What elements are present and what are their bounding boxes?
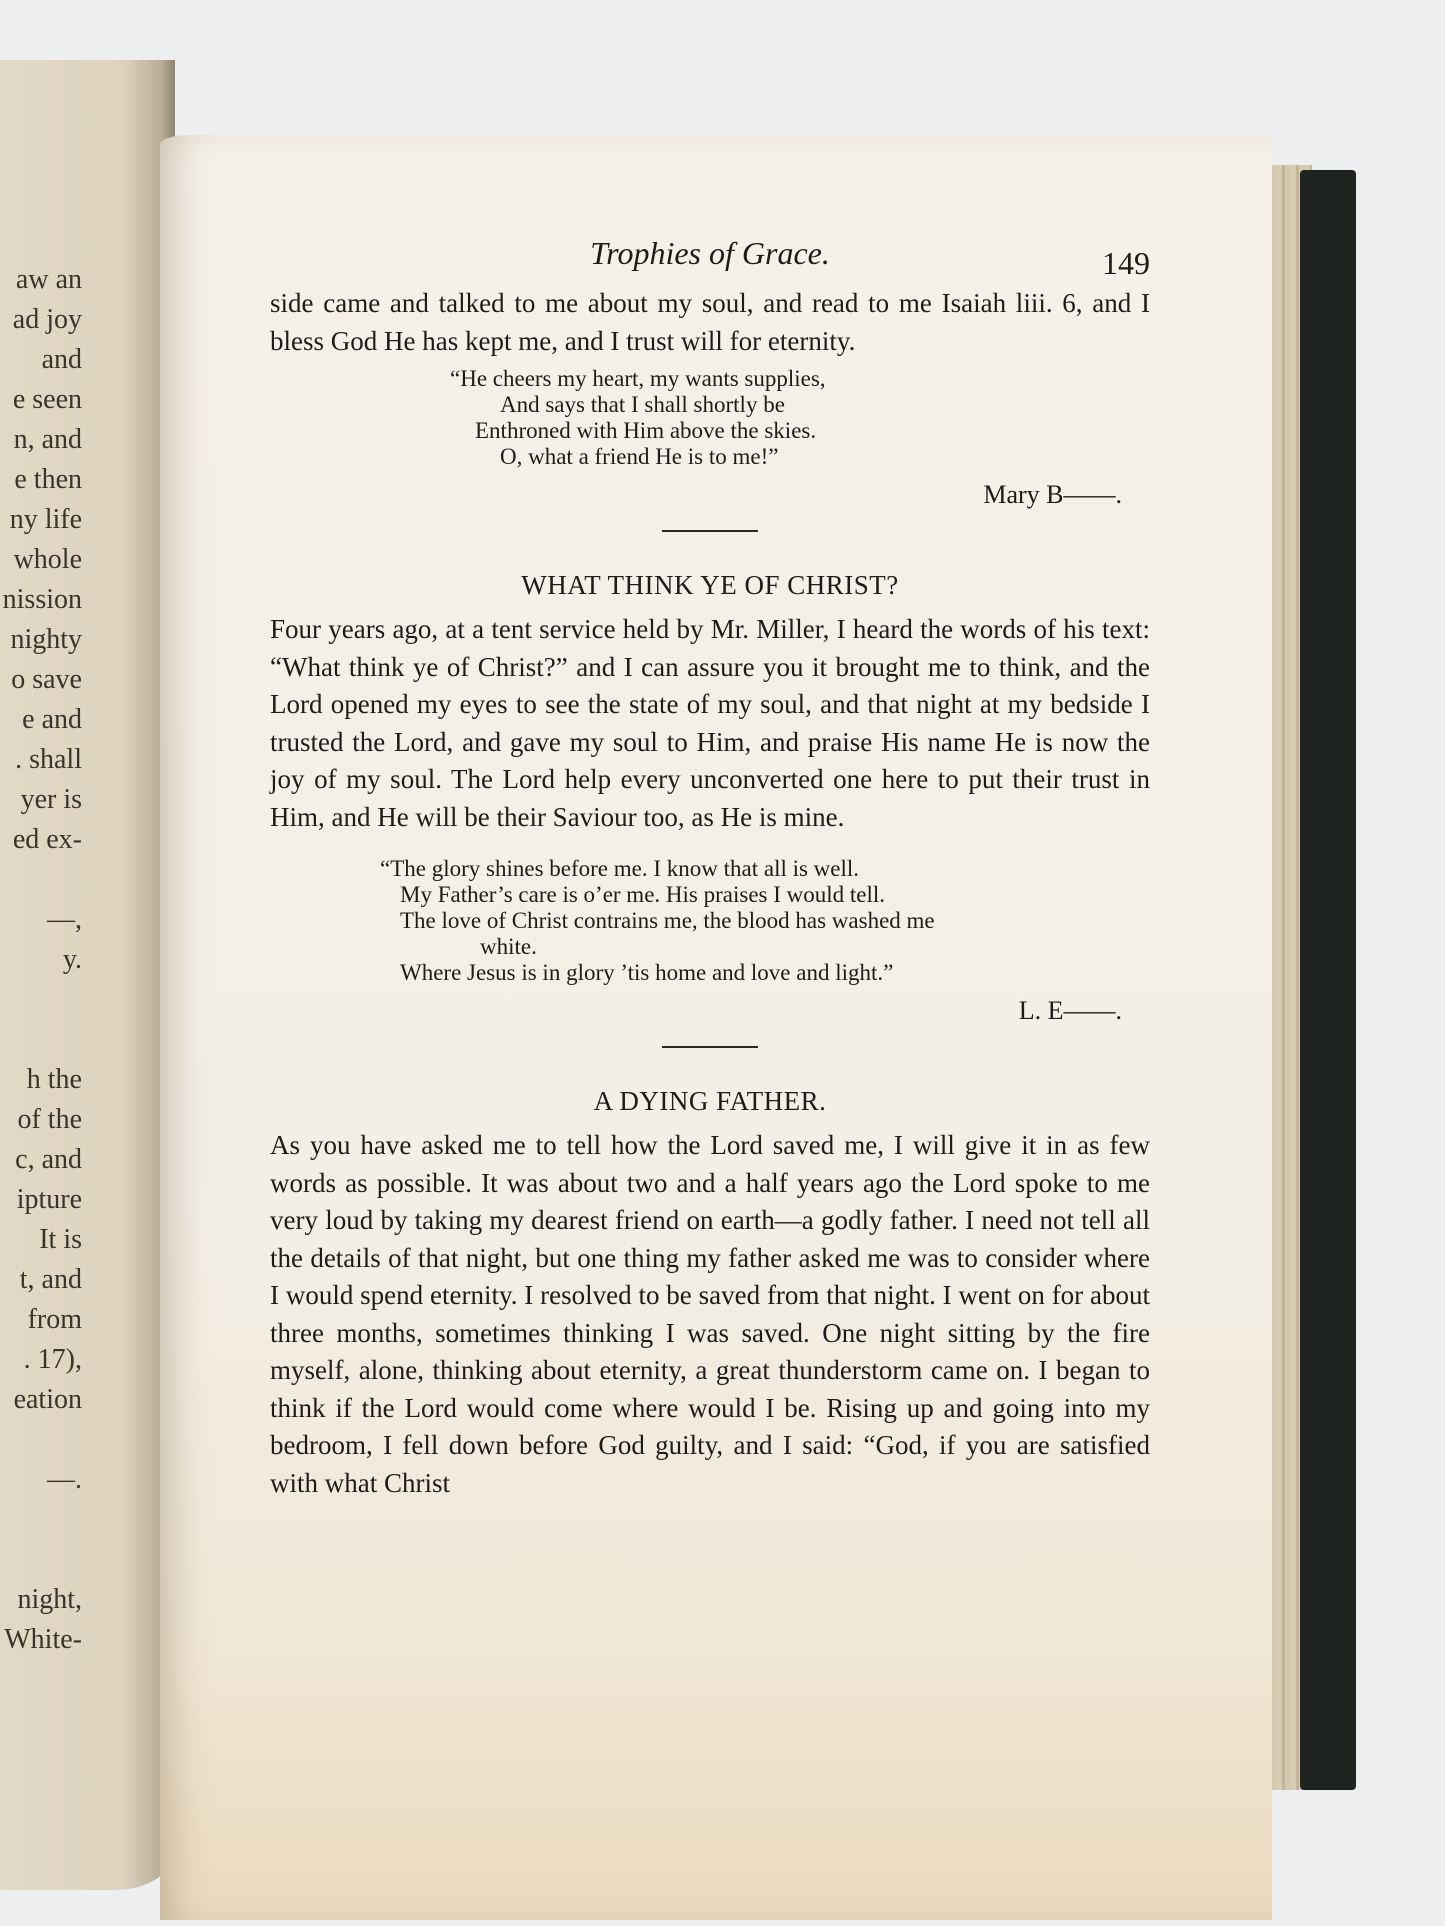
left-page-fragment: ad joy bbox=[12, 304, 82, 335]
verse-line: And says that I shall shortly be bbox=[500, 392, 785, 417]
left-page-fragment: e and bbox=[22, 704, 82, 735]
left-page-fragment: y. bbox=[62, 944, 82, 975]
verse-line: “The glory shines before me. I know that all is well. bbox=[380, 856, 860, 881]
left-page-fragment: White- bbox=[4, 1624, 82, 1655]
signature: L. E——. bbox=[1018, 996, 1122, 1025]
left-page-fragment: ed ex- bbox=[12, 824, 82, 855]
left-page-fragment: ipture bbox=[16, 1184, 82, 1215]
left-page-fragment: —, bbox=[47, 904, 82, 935]
running-title: Trophies of Grace. bbox=[590, 235, 830, 271]
continuation-paragraph: side came and talked to me about my soul, and read to me Isaiah liii. 6, and I bless God He has kept me, and I trust will for eternity. bbox=[270, 288, 1150, 356]
left-page-fragment: from bbox=[27, 1304, 82, 1335]
left-page-fragment: e then bbox=[14, 464, 82, 495]
running-head bbox=[270, 235, 1150, 285]
book-cover bbox=[1300, 170, 1356, 1790]
left-page-fragment: nission bbox=[2, 584, 82, 615]
left-page bbox=[0, 60, 175, 1890]
left-page-fragment: of the bbox=[17, 1104, 82, 1135]
left-page-fragment: —. bbox=[47, 1464, 82, 1495]
section-heading: WHAT THINK YE OF CHRIST? bbox=[521, 570, 899, 600]
left-page-fragment: nighty bbox=[10, 624, 82, 655]
page-number: 149 bbox=[1102, 245, 1150, 281]
left-page-fragment: It is bbox=[39, 1224, 82, 1255]
page-content bbox=[270, 235, 1150, 1502]
verse-line: Where Jesus is in glory ’tis home and love and light.” bbox=[400, 960, 894, 985]
left-page-fragment: n, and bbox=[13, 424, 82, 455]
left-page-fragment: h the bbox=[26, 1064, 82, 1095]
verse-line: white. bbox=[480, 934, 537, 959]
left-page-fragment: . shall bbox=[15, 744, 82, 775]
left-page-fragment: and bbox=[41, 344, 82, 375]
verse-line: Enthroned with Him above the skies. bbox=[475, 418, 817, 443]
verse-block bbox=[450, 366, 1150, 470]
verse-block bbox=[380, 856, 1150, 986]
section-divider bbox=[662, 1046, 758, 1048]
right-page bbox=[160, 135, 1272, 1920]
signature: Mary B——. bbox=[983, 480, 1122, 509]
section-heading: A DYING FATHER. bbox=[593, 1086, 827, 1116]
verse-line: My Father’s care is o’er me. His praises I would tell. bbox=[400, 882, 886, 907]
left-page-fragment: o save bbox=[11, 664, 82, 695]
left-page-fragment: eation bbox=[13, 1384, 82, 1415]
section-paragraph: Four years ago, at a tent service held by Mr. Miller, I heard the words of his text: “What think ye of Christ?” and I can assure you it brought me to think, and the Lord opened my eyes to see the state of my soul, and that night at my bedside I trusted the Lord, and gave my soul to Him, and praise His name He is now the joy of my soul. The Lord help every unconverted one here to put their trust in Him, and He will be their Saviour too, as He is mine. bbox=[270, 614, 1150, 832]
left-page-fragment: . 17), bbox=[23, 1344, 82, 1375]
verse-line: “He cheers my heart, my wants supplies, bbox=[450, 366, 826, 391]
left-page-fragment: yer is bbox=[20, 784, 82, 815]
verse-line: O, what a friend He is to me!” bbox=[500, 444, 779, 469]
left-page-fragment: t, and bbox=[19, 1264, 82, 1295]
section-paragraph: As you have asked me to tell how the Lord saved me, I will give it in as few words as possible. It was about two and a half years ago the Lord spoke to me very loud by taking my dearest friend on earth—a godly father. I need not tell all the details of that night, but one thing my father asked me was to consider where I would spend eternity. I resolved to be saved from that night. I went on for about three months, sometimes thinking I was saved. One night sitting by the fire myself, alone, thinking about eternity, a great thunderstorm came on. I began to think if the Lord would come where would I be. Rising up and going into my bedroom, I fell down before God guilty, and I said: “God, if you are satisfied with what Christ bbox=[270, 1130, 1150, 1498]
section-divider bbox=[662, 530, 758, 532]
left-page-fragment: ny life bbox=[9, 504, 82, 535]
left-page-fragment: night, bbox=[17, 1584, 82, 1615]
left-page-fragment: e seen bbox=[12, 384, 82, 415]
left-page-fragment: aw an bbox=[15, 264, 82, 295]
verse-line: The love of Christ contrains me, the blood has washed me bbox=[400, 908, 935, 933]
left-page-fragment: whole bbox=[13, 544, 82, 575]
left-page-fragment: c, and bbox=[15, 1144, 82, 1175]
